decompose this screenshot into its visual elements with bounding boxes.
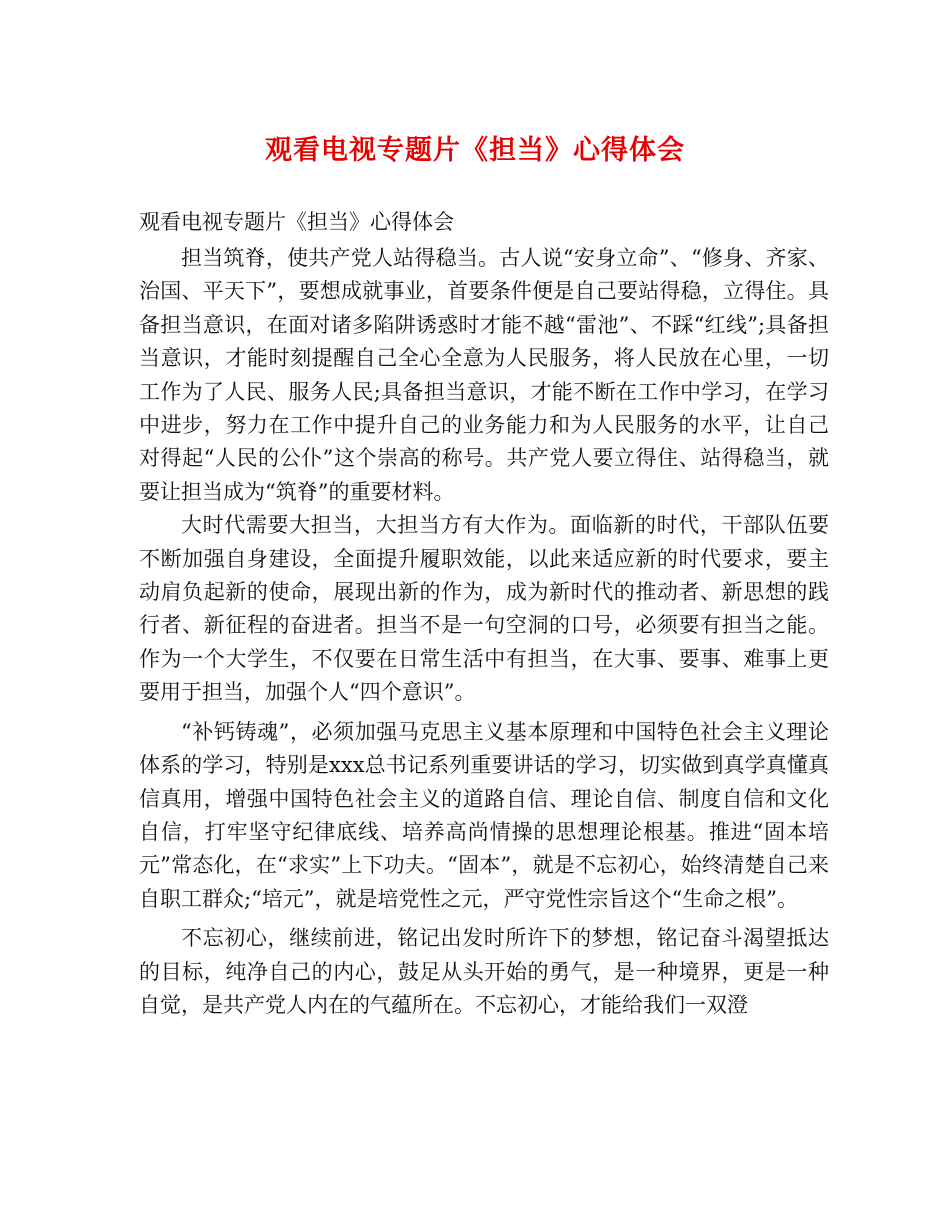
paragraph-1: 担当筑脊，使共产党人站得稳当。古人说“安身立命”、“修身、齐家、治国、平天下”，要想成就事业，首要条件便是自己要站得稳，立得住。具备担当意识，在面对诸多陷阱诱惑时才能不越“雷池”、不踩“红线”;具备担当意识，才能时刻提醒自己全心全意为人民服务，将人民放在心里，一切工作为了人民、服务人民;具备担当意识，才能不断在工作中学习，在学习中进步，努力在工作中提升自己的业务能力和为人民服务的水平，让自己对得起“人民的公仆”这个崇高的称号。共产党人要立得住、站得稳当，就要让担当成为“筑脊”的重要材料。 bbox=[139, 246, 829, 504]
paragraph-4: 不忘初心，继续前进，铭记出发时所许下的梦想，铭记奋斗渴望抵达的目标，纯净自己的内心，鼓足从头开始的勇气，是一种境界，更是一种自觉，是共产党人内在的气蕴所在。不忘初心，才能给我们一双澄 bbox=[139, 926, 829, 1017]
document-subtitle: 观看电视专题片《担当》心得体会 bbox=[139, 210, 454, 234]
paragraph-2: 大时代需要大担当，大担当方有大作为。面临新的时代，干部队伍要不断加强自身建设，全面提升履职效能，以此来适应新的时代要求，要主动肩负起新的使命，展现出新的作为，成为新时代的推动者、新思想的践行者、新征程的奋进者。担当不是一句空洞的口号，必须要有担当之能。作为一个大学生，不仅要在日常生活中有担当，在大事、要事、难事上更要用于担当，加强个人“四个意识”。 bbox=[139, 513, 829, 705]
document-title: 观看电视专题片《担当》心得体会 bbox=[265, 135, 685, 166]
document-body bbox=[139, 242, 829, 1022]
paragraph-3: “补钙铸魂”，必须加强马克思主义基本原理和中国特色社会主义理论体系的学习，特别是xxx总书记系列重要讲话的学习，切实做到真学真懂真信真用，增强中国特色社会主义的道路自信、理论自信、制度自信和文化自信，打牢坚守纪律底线、培养高尚情操的思想理论根基。推进“固本培元”常态化，在“求实”上下功夫。“固本”，就是不忘初心，始终清楚自己来自职工群众;“培元”，就是培党性之元，严守党性宗旨这个“生命之根”。 bbox=[139, 719, 829, 911]
